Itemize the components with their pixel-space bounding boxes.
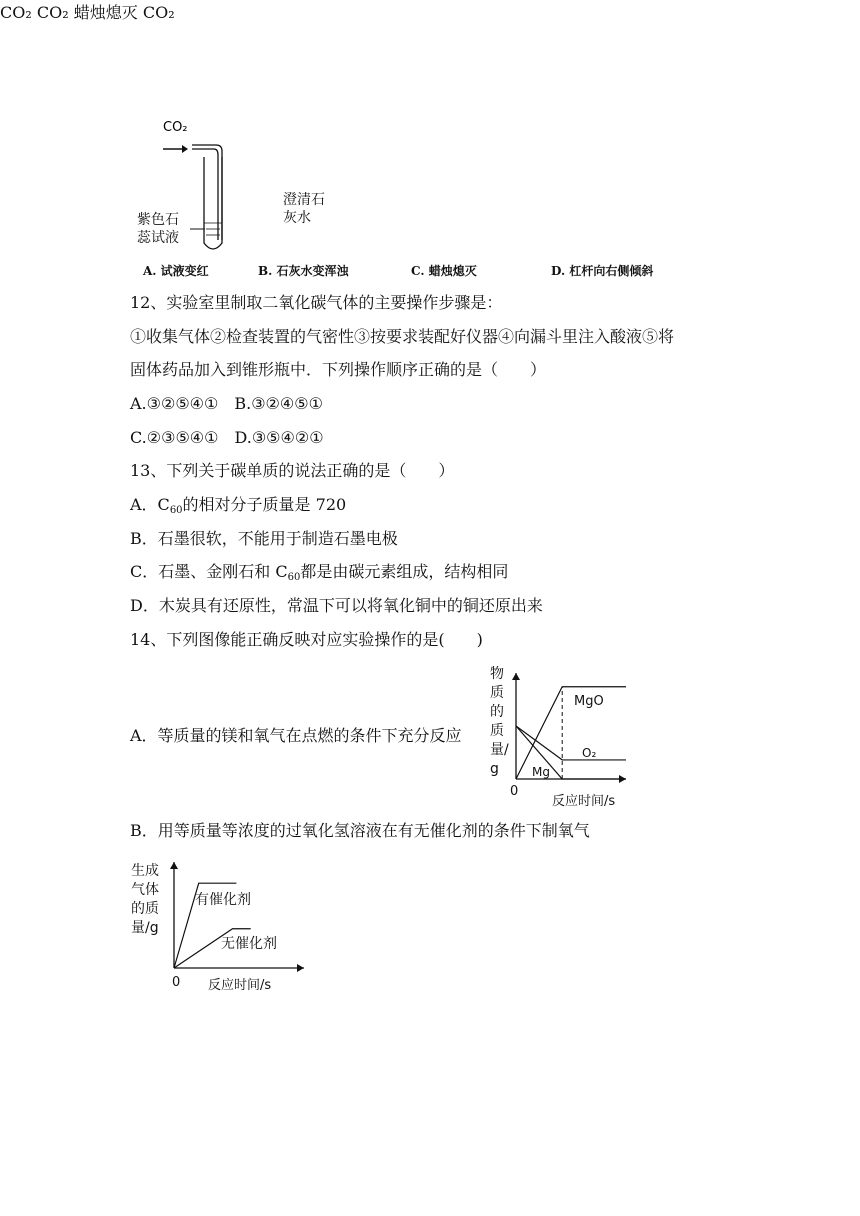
caption-a: A. 试液变红 <box>143 264 209 278</box>
apparatus-c <box>37 3 143 22</box>
q12-steps-line1: ①收集气体②检查装置的气密性③按要求装配好仪器④向漏斗里注入酸液⑤将 <box>130 327 675 346</box>
gas-label-b: CO₂ <box>0 3 32 22</box>
chart-b-xlabel: 反应时间/s <box>208 978 272 993</box>
q14-option-b: B．用等质量等浓度的过氧化氢溶液在有无催化剂的条件下制氧气 <box>130 821 590 840</box>
caption-c: C. 蜡烛熄灭 <box>411 264 477 278</box>
x-axis-arrow <box>297 964 304 972</box>
gas-label-c: CO₂ <box>36 3 69 22</box>
reagent-label-b <box>283 191 325 227</box>
chart-a <box>510 665 630 785</box>
series-line-2 <box>516 726 626 760</box>
y-axis-arrow <box>512 673 520 680</box>
chart-a-origin: 0 <box>510 784 519 799</box>
q13-option-c-post: 都是由碳元素组成，结构相同 <box>300 562 509 581</box>
q12-options-ab: A.③②⑤④① B.③②④⑤① <box>130 394 323 413</box>
series-label-3: Mg <box>532 765 550 779</box>
q12-steps-line2: 固体药品加入到锥形瓶中．下列操作顺序正确的是（ ） <box>130 360 547 379</box>
gas-label-a: CO₂ <box>163 120 188 135</box>
reagent-label-a-line2: 蕊试液 <box>137 230 179 246</box>
q13-option-c-pre: C．石墨、金刚石和 C <box>130 562 288 581</box>
chart-b <box>168 858 308 978</box>
chart-b-origin: 0 <box>172 975 181 990</box>
caption-b: B. 石灰水变浑浊 <box>258 264 349 278</box>
apparatus-b <box>0 3 37 22</box>
chart-a-plot <box>512 673 626 783</box>
q13-option-a-sub: 60 <box>169 505 183 516</box>
q14-option-a: A．等质量的镁和氧气在点燃的条件下充分反应 <box>130 726 462 745</box>
q14-stem: 14、下列图像能正确反映对应实验操作的是( ) <box>130 630 483 649</box>
q12-stem: 12、实验室里制取二氧化碳气体的主要操作步骤是： <box>130 293 503 312</box>
series-label-2: O₂ <box>582 746 597 760</box>
series-label-2: 无催化剂 <box>221 936 277 952</box>
q12-options-cd: C.②③⑤④① D.③⑤④②① <box>130 428 324 447</box>
candle-label-c: 蜡烛熄灭 <box>73 3 138 22</box>
q13-option-a-post: 的相对分子质量是 720 <box>182 495 347 514</box>
reagent-label-a <box>137 211 179 247</box>
caption-d: D. 杠杆向右侧倾斜 <box>551 264 654 278</box>
gas-label-d: CO₂ <box>142 3 175 22</box>
q13-option-d: D．木炭具有还原性，常温下可以将氧化铜中的铜还原出来 <box>130 596 543 615</box>
apparatus-d <box>143 3 175 22</box>
chart-b-plot <box>170 862 304 972</box>
series-label-1: 有催化剂 <box>195 892 251 908</box>
y-axis-arrow <box>170 862 178 869</box>
series-label-1: MgO <box>574 694 604 709</box>
reagent-label-b-line2: 灰水 <box>283 210 311 226</box>
chart-a-xlabel: 反应时间/s <box>552 794 616 809</box>
q13-stem: 13、下列关于碳单质的说法正确的是（ ） <box>130 461 455 480</box>
q13-option-b: B．石墨很软，不能用于制造石墨电极 <box>130 529 398 548</box>
reagent-label-a-line1: 紫色石 <box>137 212 179 228</box>
reagent-label-b-line1: 澄清石 <box>283 192 325 208</box>
chart-a-ylabel: 物质的质量/g <box>490 666 509 777</box>
q13-option-c-sub: 60 <box>287 572 301 583</box>
q13-option-a-pre: A．C <box>130 495 170 514</box>
q13-option-c <box>130 562 508 585</box>
q13-option-a <box>130 495 346 518</box>
chart-b-ylabel: 生成气体的质量/g <box>131 863 159 936</box>
